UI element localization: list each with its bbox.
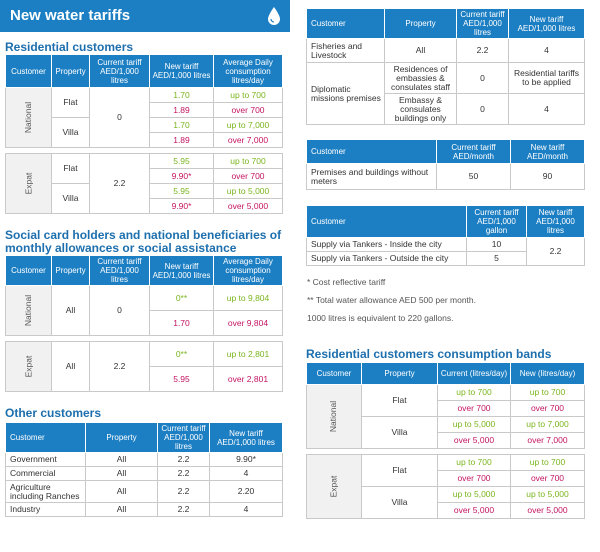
water-drop-icon [266,6,282,26]
current-tariff: 2.2 [158,503,210,517]
property: All [52,342,90,392]
tankers-table [306,205,585,266]
customer: Premises and buildings without meters [307,164,437,190]
new-tariff: 1.89 [150,103,214,118]
new-tariff: 4 [210,503,283,517]
col-current: Current tariff AED/1,000 litres [457,9,509,39]
social-table [5,255,283,392]
current-tariff: 5 [467,252,527,266]
group-national: National [6,286,52,336]
current-band: up to 700 [438,385,511,401]
current-tariff: 2.2 [457,39,509,63]
consumption: over 700 [214,169,283,184]
current-band: up to 5,000 [438,487,511,503]
new-tariff: 1.70 [150,88,214,103]
new-band: over 700 [511,401,585,417]
property: All [86,453,158,467]
property: All [385,39,457,63]
col-consumption: Average Daily consumption litres/day [214,55,283,88]
property-flat: Flat [52,154,90,184]
new-tariff: 90 [511,164,585,190]
note-allowance: ** Total water allowance AED 500 per month. [307,295,476,305]
col-consumption: Average Daily consumption litres/day [214,256,283,286]
current-tariff: 2.2 [90,154,150,214]
customer: Government [6,453,86,467]
property-flat: Flat [362,385,438,417]
consumption: up to 5,000 [214,184,283,199]
customer: Commercial [6,467,86,481]
col-new: New tariff AED/1,000 litres [150,256,214,286]
consumption: up to 2,801 [214,342,283,367]
col-customer: Customer [307,363,362,385]
property-villa: Villa [52,184,90,214]
bands-title: Residential customers consumption bands [306,347,552,361]
customer: Supply via Tankers - Outside the city [307,252,467,266]
property-villa: Villa [362,487,438,519]
current-tariff: 2.2 [90,342,150,392]
property-flat: Flat [362,455,438,487]
customer: Industry [6,503,86,517]
note-cost: * Cost reflective tariff [307,277,386,287]
col-current: Current tariff AED/1,000 litres [90,256,150,286]
current-tariff: 2.2 [158,481,210,503]
social-title [5,229,281,255]
new-tariff: 9.90* [210,453,283,467]
col-current: Current tariff AED/1,000 litres [158,423,210,453]
new-tariff: 9.90* [150,169,214,184]
col-customer: Customer [6,423,86,453]
consumption: up to 7,000 [214,118,283,133]
consumption: up to 9,804 [214,286,283,311]
property: All [86,467,158,481]
new-band: over 7,000 [511,433,585,449]
current-band: up to 5,000 [438,417,511,433]
col-current: Current tariff AED/month [437,140,511,164]
col-customer: Customer [307,9,385,39]
col-new: New tariff AED/1,000 litres [210,423,283,453]
property: All [52,286,90,336]
new-tariff: 4 [509,94,585,125]
new-tariff: 5.95 [150,367,214,392]
current-tariff: 0 [457,94,509,125]
col-current: Current (litres/day) [438,363,511,385]
col-property: Property [362,363,438,385]
group-expat: Expat [307,455,362,519]
col-new: New tariff AED/1,000 litres [527,206,585,238]
col-new: New (litres/day) [511,363,585,385]
property-villa: Villa [52,118,90,148]
current-band: over 5,000 [438,433,511,449]
current-band: up to 700 [438,455,511,471]
current-band: over 5,000 [438,503,511,519]
current-tariff: 2.2 [158,467,210,481]
new-band: up to 5,000 [511,487,585,503]
col-customer: Customer [307,140,437,164]
residential-title: Residential customers [5,40,134,54]
current-band: over 700 [438,401,511,417]
property: All [86,481,158,503]
col-current: Current tariff AED/1,000 litres [90,55,150,88]
new-tariff: 2.2 [527,238,585,266]
new-tariff: 5.95 [150,184,214,199]
current-band: over 700 [438,471,511,487]
current-tariff: 0 [90,286,150,336]
col-customer: Customer [6,55,52,88]
property: Residences of embassies & consulates staff [385,63,457,94]
col-property: Property [52,256,90,286]
new-tariff: 9.90* [150,199,214,214]
customer: Agriculture including Ranches [6,481,86,503]
col-new: New tariff AED/1,000 litres [150,55,214,88]
new-tariff: 5.95 [150,154,214,169]
consumption: over 7,000 [214,133,283,148]
col-property: Property [385,9,457,39]
group-national: National [307,385,362,449]
premises-table [306,139,585,190]
current-tariff: 50 [437,164,511,190]
customer: Fisheries and Livestock [307,39,385,63]
property-flat: Flat [52,88,90,118]
bands-table [306,362,585,519]
consumption: over 9,804 [214,311,283,336]
new-tariff: 0** [150,286,214,311]
col-new: New tariff AED/month [511,140,585,164]
current-tariff: 0 [457,63,509,94]
new-band: up to 700 [511,455,585,471]
social-title-line1: Social card holders and national beneficiaries of [5,228,282,242]
current-tariff: 2.2 [158,453,210,467]
new-tariff: 0** [150,342,214,367]
group-expat: Expat [6,342,52,392]
property-villa: Villa [362,417,438,449]
new-band: up to 700 [511,385,585,401]
residential-table [5,54,283,214]
consumption: over 5,000 [214,199,283,214]
col-customer: Customer [307,206,467,238]
consumption: up to 700 [214,88,283,103]
consumption: over 700 [214,103,283,118]
new-tariff: 1.70 [150,118,214,133]
col-current: Current tariff AED/1,000 gallon [467,206,527,238]
current-tariff: 0 [90,88,150,148]
note-gallons: 1000 litres is equivalent to 220 gallons. [307,313,454,323]
col-property: Property [52,55,90,88]
new-band: up to 7,000 [511,417,585,433]
other-table [5,422,283,517]
col-customer: Customer [6,256,52,286]
social-title-line2: monthly allowances or social assistance [5,241,237,255]
col-new: New tariff AED/1,000 litres [509,9,585,39]
new-tariff: 1.89 [150,133,214,148]
current-tariff: 10 [467,238,527,252]
consumption: up to 700 [214,154,283,169]
new-tariff: 4 [210,467,283,481]
new-band: over 5,000 [511,503,585,519]
consumption: over 2,801 [214,367,283,392]
new-band: over 700 [511,471,585,487]
new-tariff: Residential tariffs to be applied [509,63,585,94]
fisheries-table [306,8,585,125]
col-property: Property [86,423,158,453]
property: Embassy & consulates buildings only [385,94,457,125]
new-tariff: 4 [509,39,585,63]
page-title: New water tariffs [10,7,131,24]
new-tariff: 2.20 [210,481,283,503]
customer: Supply via Tankers - Inside the city [307,238,467,252]
other-title: Other customers [5,406,102,420]
customer: Diplomatic missions premises [307,63,385,125]
property: All [86,503,158,517]
group-expat: Expat [6,154,52,214]
page-banner [0,0,290,32]
group-national: National [6,88,52,148]
new-tariff: 1.70 [150,311,214,336]
